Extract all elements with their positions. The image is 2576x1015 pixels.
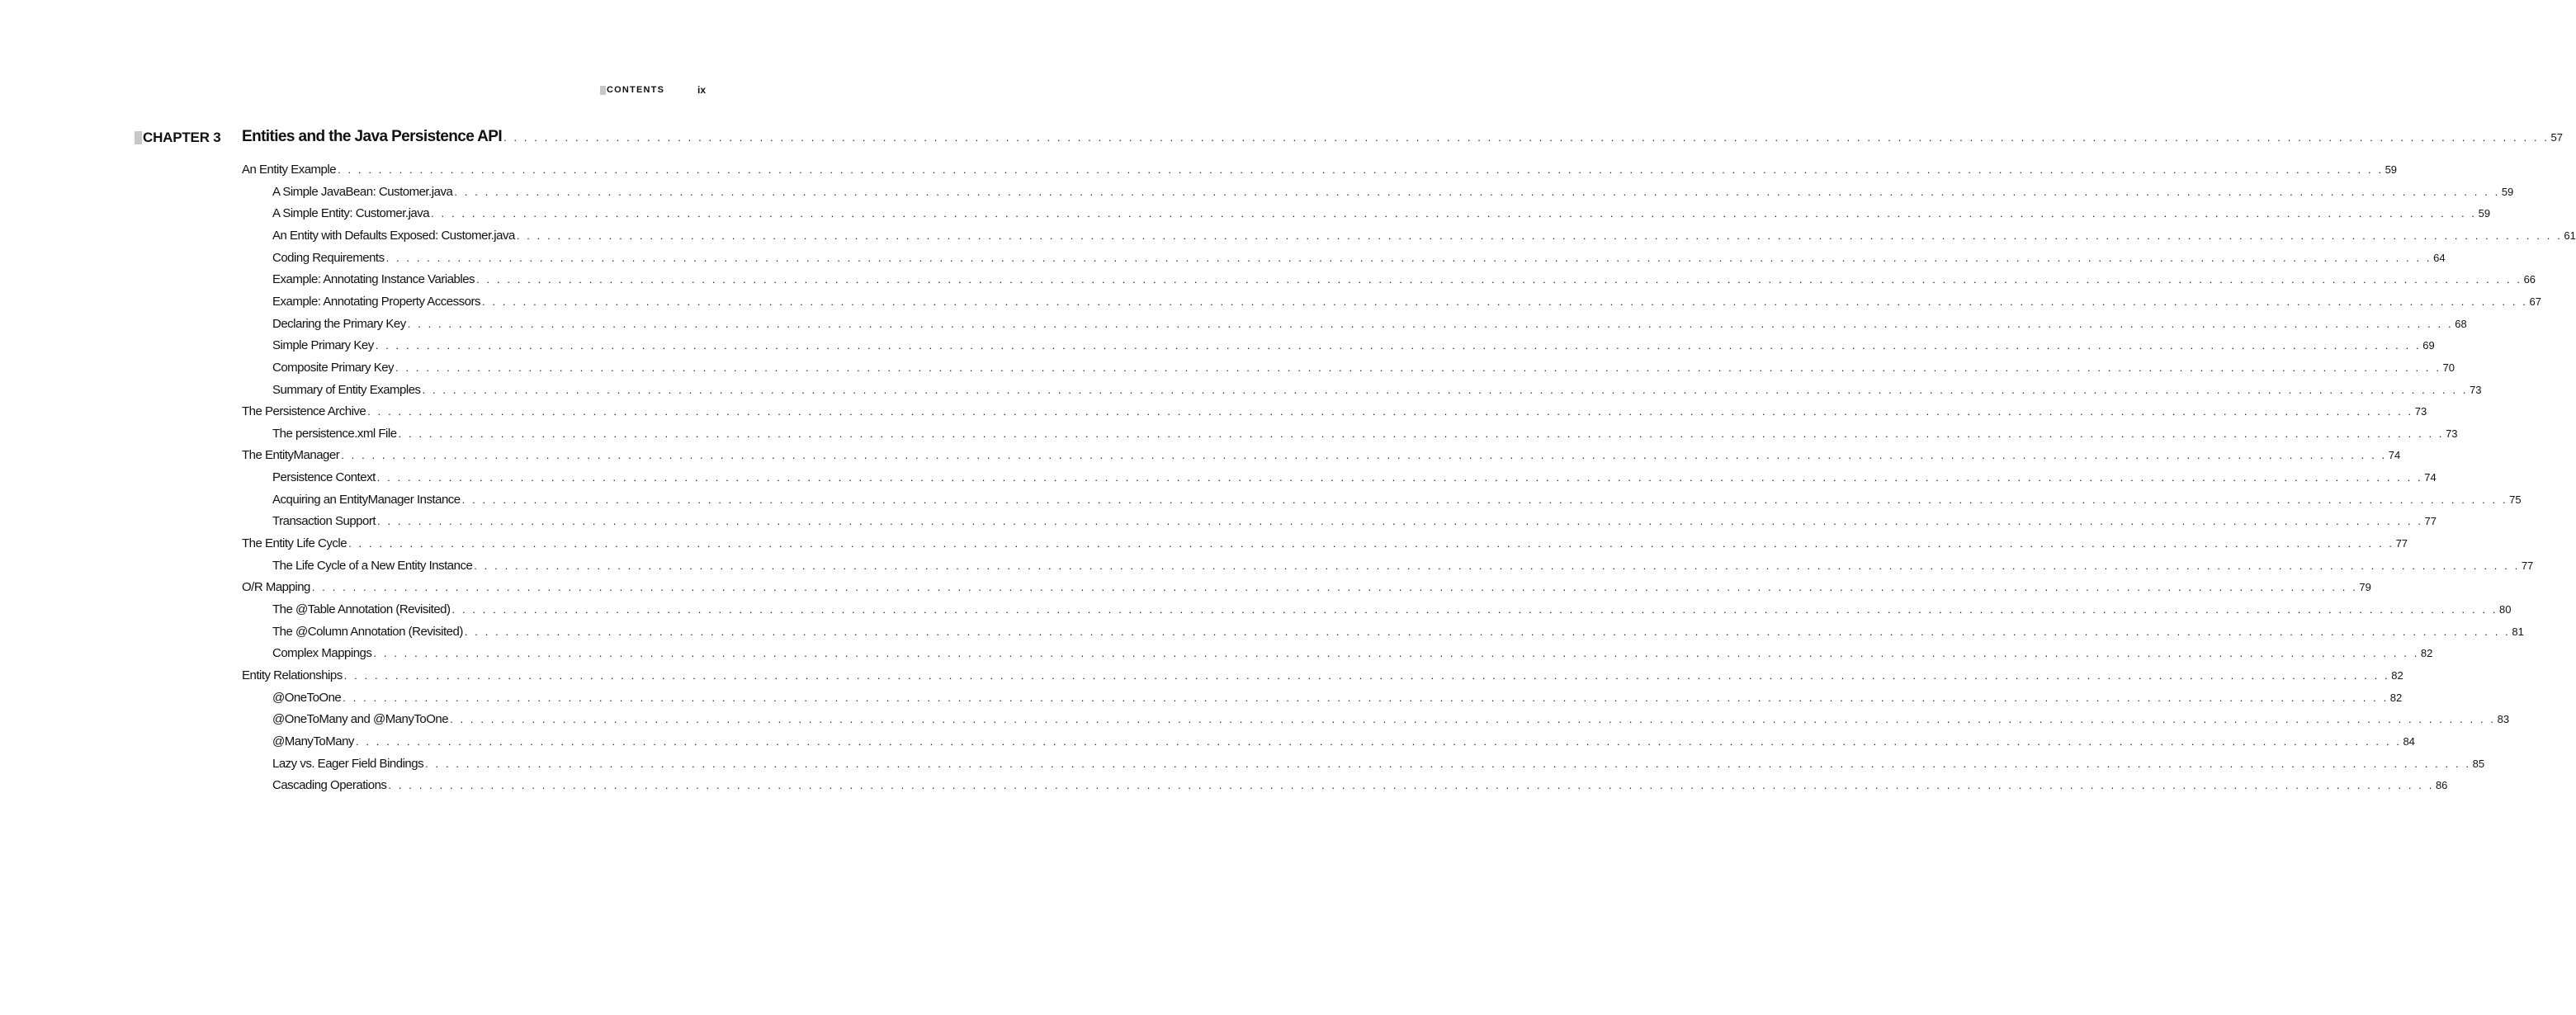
entry-page: 74 <box>2388 449 2401 462</box>
entry-title: The persistence.xml File <box>272 426 397 441</box>
header-section: CONTENTS <box>607 85 665 95</box>
entry-title: Lazy vs. Eager Field Bindings <box>272 756 424 771</box>
entry-page: 64 <box>2433 251 2446 264</box>
dot-leader: . . . . . . . . . . . . . . . . . . . . . . . . . . . . . . . . . . . . . . . . . . . . . . . . . . . . . . . . . . . . . . . . . . . . . . . . . . . . . . . . . . . . . . . . . . . . . . . . . . . . . . . . . . . . . . . . . . . . . . . . . . . . . . . . . . . . . . . . . . . . . . . . . . . . . . . . . . . . . . . . . . . . . . . . . . . . . . . . . . . . . . . . . . . . . . . . . . . . . . . . <box>341 449 2387 462</box>
chapter-page: 57 <box>2550 131 2563 144</box>
entry-page: 73 <box>2470 383 2482 396</box>
dot-leader: . . . . . . . . . . . . . . . . . . . . . . . . . . . . . . . . . . . . . . . . . . . . . . . . . . . . . . . . . . . . . . . . . . . . . . . . . . . . . . . . . . . . . . . . . . . . . . . . . . . . . . . . . . . . . . . . . . . . . . . . . . . . . . . . . . . . . . . . . . . . . . . . . . . . . . . . . . . . . . . . . . . . . . . . . . . . . . . . . . . . . . . . . . . . . . . . . . . . . . . . <box>395 361 2441 374</box>
entry-page: 74 <box>2424 471 2437 484</box>
entry-page: 84 <box>2403 734 2415 748</box>
entry-page: 77 <box>2395 537 2408 550</box>
dot-leader: . . . . . . . . . . . . . . . . . . . . . . . . . . . . . . . . . . . . . . . . . . . . . . . . . . . . . . . . . . . . . . . . . . . . . . . . . . . . . . . . . . . . . . . . . . . . . . . . . . . . . . . . . . . . . . . . . . . . . . . . . . . . . . . . . . . . . . . . . . . . . . . . . . . . . . . . . . . . . . . . . . . . . . . . . . . . . . . . . . . . . . . . . . . . . . . . . . . . . . . . <box>422 383 2469 396</box>
entry-page: 85 <box>2472 757 2485 770</box>
entry-title: Simple Primary Key <box>272 338 374 353</box>
entry-title: The Entity Life Cycle <box>242 536 347 551</box>
dot-leader: . . . . . . . . . . . . . . . . . . . . . . . . . . . . . . . . . . . . . . . . . . . . . . . . . . . . . . . . . . . . . . . . . . . . . . . . . . . . . . . . . . . . . . . . . . . . . . . . . . . . . . . . . . . . . . . . . . . . . . . . . . . . . . . . . . . . . . . . . . . . . . . . . . . . . . . . . . . . . . . . . . . . . . . . . . . . . . . . . . . . . . . . . . . . . . . . . . . . . . . . <box>348 537 2394 550</box>
toc-entry[interactable] <box>272 250 2446 265</box>
toc-entry[interactable] <box>272 756 2485 771</box>
entry-page: 86 <box>2435 779 2448 792</box>
entry-title: The EntityManager <box>242 448 340 463</box>
dot-leader: . . . . . . . . . . . . . . . . . . . . . . . . . . . . . . . . . . . . . . . . . . . . . . . . . . . . . . . . . . . . . . . . . . . . . . . . . . . . . . . . . . . . . . . . . . . . . . . . . . . . . . . . . . . . . . . . . . . . . . . . . . . . . . . . . . . . . . . . . . . . . . . . . . . . . . . . . . . . . . . . . . . . . . . . . . . . . . . . . . . . . . . . . . . . . . . . . . . . . . . . <box>367 405 2413 418</box>
toc-entry[interactable] <box>242 163 2398 177</box>
toc-entry[interactable] <box>242 668 2403 682</box>
toc-entry[interactable] <box>242 448 2401 463</box>
entry-page: 82 <box>2389 691 2403 704</box>
dot-leader: . . . . . . . . . . . . . . . . . . . . . . . . . . . . . . . . . . . . . . . . . . . . . . . . . . . . . . . . . . . . . . . . . . . . . . . . . . . . . . . . . . . . . . . . . . . . . . . . . . . . . . . . . . . . . . . . . . . . . . . . . . . . . . . . . . . . . . . . . . . . . . . . . . . . . . . . . . . . . . . . . . . . . . . . . . . . . . . . . . . . . . . . . . . . . . . . . . . . . . . . <box>311 581 2358 594</box>
toc-entry[interactable] <box>242 580 2371 595</box>
running-header <box>600 85 664 95</box>
toc-entry[interactable] <box>242 404 2427 419</box>
toc-entry[interactable] <box>272 734 2415 748</box>
toc-entry[interactable] <box>272 624 2524 639</box>
toc-entry[interactable] <box>272 646 2433 661</box>
dot-leader: . . . . . . . . . . . . . . . . . . . . . . . . . . . . . . . . . . . . . . . . . . . . . . . . . . . . . . . . . . . . . . . . . . . . . . . . . . . . . . . . . . . . . . . . . . . . . . . . . . . . . . . . . . . . . . . . . . . . . . . . . . . . . . . . . . . . . . . . . . . . . . . . . . . . . . . . . . . . . . . . . . . . . . . . . . . . . . . . . . . . . . . . . . . . . . . . . . . . . . . . <box>481 295 2528 308</box>
toc-entry[interactable] <box>272 426 2458 441</box>
dot-leader: . . . . . . . . . . . . . . . . . . . . . . . . . . . . . . . . . . . . . . . . . . . . . . . . . . . . . . . . . . . . . . . . . . . . . . . . . . . . . . . . . . . . . . . . . . . . . . . . . . . . . . . . . . . . . . . . . . . . . . . . . . . . . . . . . . . . . . . . . . . . . . . . . . . . . . . . . . . . . . . . . . . . . . . . . . . . . . . . . . . . . . . . . . . . . . . . . . . . . . . . <box>377 515 2423 528</box>
entry-title: @OneToMany and @ManyToOne <box>272 712 449 727</box>
entry-title: Declaring the Primary Key <box>272 316 406 331</box>
entry-title: Example: Annotating Instance Variables <box>272 272 475 287</box>
dot-leader: . . . . . . . . . . . . . . . . . . . . . . . . . . . . . . . . . . . . . . . . . . . . . . . . . . . . . . . . . . . . . . . . . . . . . . . . . . . . . . . . . . . . . . . . . . . . . . . . . . . . . . . . . . . . . . . . . . . . . . . . . . . . . . . . . . . . . . . . . . . . . . . . . . . . . . . . . . . . . . . . . . . . . . . . . . . . . . . . . . . . . . . . . . . . . . . . . . . . . . . . <box>343 668 2390 682</box>
toc-entry[interactable] <box>242 536 2408 551</box>
entry-page: 59 <box>2501 185 2514 198</box>
dot-leader: . . . . . . . . . . . . . . . . . . . . . . . . . . . . . . . . . . . . . . . . . . . . . . . . . . . . . . . . . . . . . . . . . . . . . . . . . . . . . . . . . . . . . . . . . . . . . . . . . . . . . . . . . . . . . . . . . . . . . . . . . . . . . . . . . . . . . . . . . . . . . . . . . . . . . . . . . . . . . . . . . . . . . . . . . . . . . . . . . . . . . . . . . . . . . . . . . . . . . . . . <box>451 603 2498 616</box>
entry-title: A Simple JavaBean: Customer.java <box>272 184 453 199</box>
toc-entry[interactable] <box>272 272 2536 287</box>
toc-entry[interactable] <box>272 514 2437 529</box>
toc-entry[interactable] <box>272 558 2534 573</box>
dot-leader: . . . . . . . . . . . . . . . . . . . . . . . . . . . . . . . . . . . . . . . . . . . . . . . . . . . . . . . . . . . . . . . . . . . . . . . . . . . . . . . . . . . . . . . . . . . . . . . . . . . . . . . . . . . . . . . . . . . . . . . . . . . . . . . . . . . . . . . . . . . . . . . . . . . . . . . . . . . . . . . . . . . . . . . . . . . . . . . . . . . . . . . . . . . . . . . . . . . . . . . . <box>503 131 2550 144</box>
dot-leader: . . . . . . . . . . . . . . . . . . . . . . . . . . . . . . . . . . . . . . . . . . . . . . . . . . . . . . . . . . . . . . . . . . . . . . . . . . . . . . . . . . . . . . . . . . . . . . . . . . . . . . . . . . . . . . . . . . . . . . . . . . . . . . . . . . . . . . . . . . . . . . . . . . . . . . . . . . . . . . . . . . . . . . . . . . . . . . . . . . . . . . . . . . . . . . . . . . . . . . . . <box>461 493 2508 506</box>
dot-leader: . . . . . . . . . . . . . . . . . . . . . . . . . . . . . . . . . . . . . . . . . . . . . . . . . . . . . . . . . . . . . . . . . . . . . . . . . . . . . . . . . . . . . . . . . . . . . . . . . . . . . . . . . . . . . . . . . . . . . . . . . . . . . . . . . . . . . . . . . . . . . . . . . . . . . . . . . . . . . . . . . . . . . . . . . . . . . . . . . . . . . . . . . . . . . . . . . . . . . . . . <box>431 207 2477 220</box>
toc-entry[interactable] <box>272 206 2491 221</box>
entry-title: Persistence Context <box>272 470 376 485</box>
entry-title: Example: Annotating Property Accessors <box>272 294 480 309</box>
entry-page: 82 <box>2420 647 2433 660</box>
entry-title: A Simple Entity: Customer.java <box>272 206 430 221</box>
entry-title: Complex Mappings <box>272 646 372 661</box>
entry-page: 77 <box>2424 515 2437 528</box>
entry-page: 68 <box>2455 317 2467 330</box>
entry-page: 83 <box>2497 713 2510 726</box>
entry-page: 66 <box>2523 273 2536 286</box>
dot-leader: . . . . . . . . . . . . . . . . . . . . . . . . . . . . . . . . . . . . . . . . . . . . . . . . . . . . . . . . . . . . . . . . . . . . . . . . . . . . . . . . . . . . . . . . . . . . . . . . . . . . . . . . . . . . . . . . . . . . . . . . . . . . . . . . . . . . . . . . . . . . . . . . . . . . . . . . . . . . . . . . . . . . . . . . . . . . . . . . . . . . . . . . . . . . . . . . . . . . . . . . <box>464 625 2511 638</box>
entry-title: Transaction Support <box>272 514 376 529</box>
entry-title: The Life Cycle of a New Entity Instance <box>272 558 473 573</box>
entry-title: The @Table Annotation (Revisited) <box>272 602 451 616</box>
toc-entry[interactable] <box>272 338 2435 353</box>
dot-leader: . . . . . . . . . . . . . . . . . . . . . . . . . . . . . . . . . . . . . . . . . . . . . . . . . . . . . . . . . . . . . . . . . . . . . . . . . . . . . . . . . . . . . . . . . . . . . . . . . . . . . . . . . . . . . . . . . . . . . . . . . . . . . . . . . . . . . . . . . . . . . . . . . . . . . . . . . . . . . . . . . . . . . . . . . . . . . . . . . . . . . . . . . . . . . . . . . . . . . . . . <box>375 339 2422 352</box>
entry-page: 67 <box>2529 295 2541 308</box>
header-marker-icon <box>600 86 606 95</box>
entry-title: Acquiring an EntityManager Instance <box>272 492 461 507</box>
page-number: ix <box>697 84 707 96</box>
entry-page: 73 <box>2446 427 2458 440</box>
entry-page: 75 <box>2509 493 2522 506</box>
entry-page: 61 <box>2564 229 2576 242</box>
entry-title: O/R Mapping <box>242 580 310 595</box>
entry-title: Summary of Entity Examples <box>272 382 421 397</box>
chapter-title: Entities and the Java Persistence API <box>242 128 503 145</box>
toc-entry[interactable] <box>272 184 2514 199</box>
toc-entry[interactable] <box>272 294 2541 309</box>
dot-leader: . . . . . . . . . . . . . . . . . . . . . . . . . . . . . . . . . . . . . . . . . . . . . . . . . . . . . . . . . . . . . . . . . . . . . . . . . . . . . . . . . . . . . . . . . . . . . . . . . . . . . . . . . . . . . . . . . . . . . . . . . . . . . . . . . . . . . . . . . . . . . . . . . . . . . . . . . . . . . . . . . . . . . . . . . . . . . . . . . . . . . . . . . . . . . . . . . . . . . . . . <box>385 251 2432 264</box>
entry-page: 82 <box>2391 668 2403 682</box>
dot-leader: . . . . . . . . . . . . . . . . . . . . . . . . . . . . . . . . . . . . . . . . . . . . . . . . . . . . . . . . . . . . . . . . . . . . . . . . . . . . . . . . . . . . . . . . . . . . . . . . . . . . . . . . . . . . . . . . . . . . . . . . . . . . . . . . . . . . . . . . . . . . . . . . . . . . . . . . . . . . . . . . . . . . . . . . . . . . . . . . . . . . . . . . . . . . . . . . . . . . . . . . <box>450 713 2496 726</box>
dot-leader: . . . . . . . . . . . . . . . . . . . . . . . . . . . . . . . . . . . . . . . . . . . . . . . . . . . . . . . . . . . . . . . . . . . . . . . . . . . . . . . . . . . . . . . . . . . . . . . . . . . . . . . . . . . . . . . . . . . . . . . . . . . . . . . . . . . . . . . . . . . . . . . . . . . . . . . . . . . . . . . . . . . . . . . . . . . . . . . . . . . . . . . . . . . . . . . . . . . . . . . . <box>376 471 2423 484</box>
entry-page: 79 <box>2359 581 2371 594</box>
entry-page: 70 <box>2442 361 2455 374</box>
entry-page: 77 <box>2521 559 2534 572</box>
entry-title: Coding Requirements <box>272 250 385 265</box>
dot-leader: . . . . . . . . . . . . . . . . . . . . . . . . . . . . . . . . . . . . . . . . . . . . . . . . . . . . . . . . . . . . . . . . . . . . . . . . . . . . . . . . . . . . . . . . . . . . . . . . . . . . . . . . . . . . . . . . . . . . . . . . . . . . . . . . . . . . . . . . . . . . . . . . . . . . . . . . . . . . . . . . . . . . . . . . . . . . . . . . . . . . . . . . . . . . . . . . . . . . . . . . <box>474 559 2520 572</box>
entry-page: 73 <box>2414 405 2427 418</box>
dot-leader: . . . . . . . . . . . . . . . . . . . . . . . . . . . . . . . . . . . . . . . . . . . . . . . . . . . . . . . . . . . . . . . . . . . . . . . . . . . . . . . . . . . . . . . . . . . . . . . . . . . . . . . . . . . . . . . . . . . . . . . . . . . . . . . . . . . . . . . . . . . . . . . . . . . . . . . . . . . . . . . . . . . . . . . . . . . . . . . . . . . . . . . . . . . . . . . . . . . . . . . . <box>388 779 2434 792</box>
entry-title: Cascading Operations <box>272 778 387 793</box>
dot-leader: . . . . . . . . . . . . . . . . . . . . . . . . . . . . . . . . . . . . . . . . . . . . . . . . . . . . . . . . . . . . . . . . . . . . . . . . . . . . . . . . . . . . . . . . . . . . . . . . . . . . . . . . . . . . . . . . . . . . . . . . . . . . . . . . . . . . . . . . . . . . . . . . . . . . . . . . . . . . . . . . . . . . . . . . . . . . . . . . . . . . . . . . . . . . . . . . . . . . . . . . <box>373 647 2419 660</box>
entry-title: The @Column Annotation (Revisited) <box>272 624 463 639</box>
dot-leader: . . . . . . . . . . . . . . . . . . . . . . . . . . . . . . . . . . . . . . . . . . . . . . . . . . . . . . . . . . . . . . . . . . . . . . . . . . . . . . . . . . . . . . . . . . . . . . . . . . . . . . . . . . . . . . . . . . . . . . . . . . . . . . . . . . . . . . . . . . . . . . . . . . . . . . . . . . . . . . . . . . . . . . . . . . . . . . . . . . . . . . . . . . . . . . . . . . . . . . . . <box>338 163 2384 176</box>
toc-entry[interactable] <box>272 602 2512 616</box>
toc-entry[interactable] <box>272 382 2482 397</box>
entry-title: An Entity with Defaults Exposed: Customer.java <box>272 228 515 243</box>
entry-page: 69 <box>2422 339 2435 352</box>
entry-page: 59 <box>2478 207 2491 220</box>
dot-leader: . . . . . . . . . . . . . . . . . . . . . . . . . . . . . . . . . . . . . . . . . . . . . . . . . . . . . . . . . . . . . . . . . . . . . . . . . . . . . . . . . . . . . . . . . . . . . . . . . . . . . . . . . . . . . . . . . . . . . . . . . . . . . . . . . . . . . . . . . . . . . . . . . . . . . . . . . . . . . . . . . . . . . . . . . . . . . . . . . . . . . . . . . . . . . . . . . . . . . . . . <box>476 273 2522 286</box>
dot-leader: . . . . . . . . . . . . . . . . . . . . . . . . . . . . . . . . . . . . . . . . . . . . . . . . . . . . . . . . . . . . . . . . . . . . . . . . . . . . . . . . . . . . . . . . . . . . . . . . . . . . . . . . . . . . . . . . . . . . . . . . . . . . . . . . . . . . . . . . . . . . . . . . . . . . . . . . . . . . . . . . . . . . . . . . . . . . . . . . . . . . . . . . . . . . . . . . . . . . . . . . <box>454 185 2500 198</box>
chapter-label <box>135 130 221 146</box>
dot-leader: . . . . . . . . . . . . . . . . . . . . . . . . . . . . . . . . . . . . . . . . . . . . . . . . . . . . . . . . . . . . . . . . . . . . . . . . . . . . . . . . . . . . . . . . . . . . . . . . . . . . . . . . . . . . . . . . . . . . . . . . . . . . . . . . . . . . . . . . . . . . . . . . . . . . . . . . . . . . . . . . . . . . . . . . . . . . . . . . . . . . . . . . . . . . . . . . . . . . . . . . <box>516 229 2563 242</box>
entry-title: Entity Relationships <box>242 668 343 682</box>
entry-page: 81 <box>2512 625 2524 638</box>
toc-entry[interactable] <box>272 712 2510 727</box>
entry-title: @ManyToMany <box>272 734 354 748</box>
toc-entry[interactable] <box>272 778 2448 793</box>
entry-title: The Persistence Archive <box>242 404 366 419</box>
toc-entry[interactable] <box>272 690 2403 705</box>
dot-leader: . . . . . . . . . . . . . . . . . . . . . . . . . . . . . . . . . . . . . . . . . . . . . . . . . . . . . . . . . . . . . . . . . . . . . . . . . . . . . . . . . . . . . . . . . . . . . . . . . . . . . . . . . . . . . . . . . . . . . . . . . . . . . . . . . . . . . . . . . . . . . . . . . . . . . . . . . . . . . . . . . . . . . . . . . . . . . . . . . . . . . . . . . . . . . . . . . . . . . . . . <box>343 691 2389 704</box>
chapter-number: CHAPTER 3 <box>143 130 221 145</box>
toc-entry[interactable] <box>272 470 2437 485</box>
chapter-title-entry[interactable] <box>242 128 2563 146</box>
dot-leader: . . . . . . . . . . . . . . . . . . . . . . . . . . . . . . . . . . . . . . . . . . . . . . . . . . . . . . . . . . . . . . . . . . . . . . . . . . . . . . . . . . . . . . . . . . . . . . . . . . . . . . . . . . . . . . . . . . . . . . . . . . . . . . . . . . . . . . . . . . . . . . . . . . . . . . . . . . . . . . . . . . . . . . . . . . . . . . . . . . . . . . . . . . . . . . . . . . . . . . . . <box>398 427 2445 440</box>
dot-leader: . . . . . . . . . . . . . . . . . . . . . . . . . . . . . . . . . . . . . . . . . . . . . . . . . . . . . . . . . . . . . . . . . . . . . . . . . . . . . . . . . . . . . . . . . . . . . . . . . . . . . . . . . . . . . . . . . . . . . . . . . . . . . . . . . . . . . . . . . . . . . . . . . . . . . . . . . . . . . . . . . . . . . . . . . . . . . . . . . . . . . . . . . . . . . . . . . . . . . . . . <box>407 317 2454 330</box>
dot-leader: . . . . . . . . . . . . . . . . . . . . . . . . . . . . . . . . . . . . . . . . . . . . . . . . . . . . . . . . . . . . . . . . . . . . . . . . . . . . . . . . . . . . . . . . . . . . . . . . . . . . . . . . . . . . . . . . . . . . . . . . . . . . . . . . . . . . . . . . . . . . . . . . . . . . . . . . . . . . . . . . . . . . . . . . . . . . . . . . . . . . . . . . . . . . . . . . . . . . . . . . <box>355 734 2402 748</box>
chapter-marker-icon <box>135 131 142 144</box>
entry-title: An Entity Example <box>242 163 337 177</box>
dot-leader: . . . . . . . . . . . . . . . . . . . . . . . . . . . . . . . . . . . . . . . . . . . . . . . . . . . . . . . . . . . . . . . . . . . . . . . . . . . . . . . . . . . . . . . . . . . . . . . . . . . . . . . . . . . . . . . . . . . . . . . . . . . . . . . . . . . . . . . . . . . . . . . . . . . . . . . . . . . . . . . . . . . . . . . . . . . . . . . . . . . . . . . . . . . . . . . . . . . . . . . . <box>425 757 2471 770</box>
toc-entry[interactable] <box>272 316 2467 331</box>
entry-title: @OneToOne <box>272 690 342 705</box>
entry-page: 80 <box>2499 603 2512 616</box>
entry-page: 59 <box>2385 163 2398 176</box>
toc-entry[interactable] <box>272 492 2522 507</box>
toc-entry[interactable] <box>272 228 2576 243</box>
entry-title: Composite Primary Key <box>272 360 395 375</box>
toc-entry[interactable] <box>272 360 2455 375</box>
